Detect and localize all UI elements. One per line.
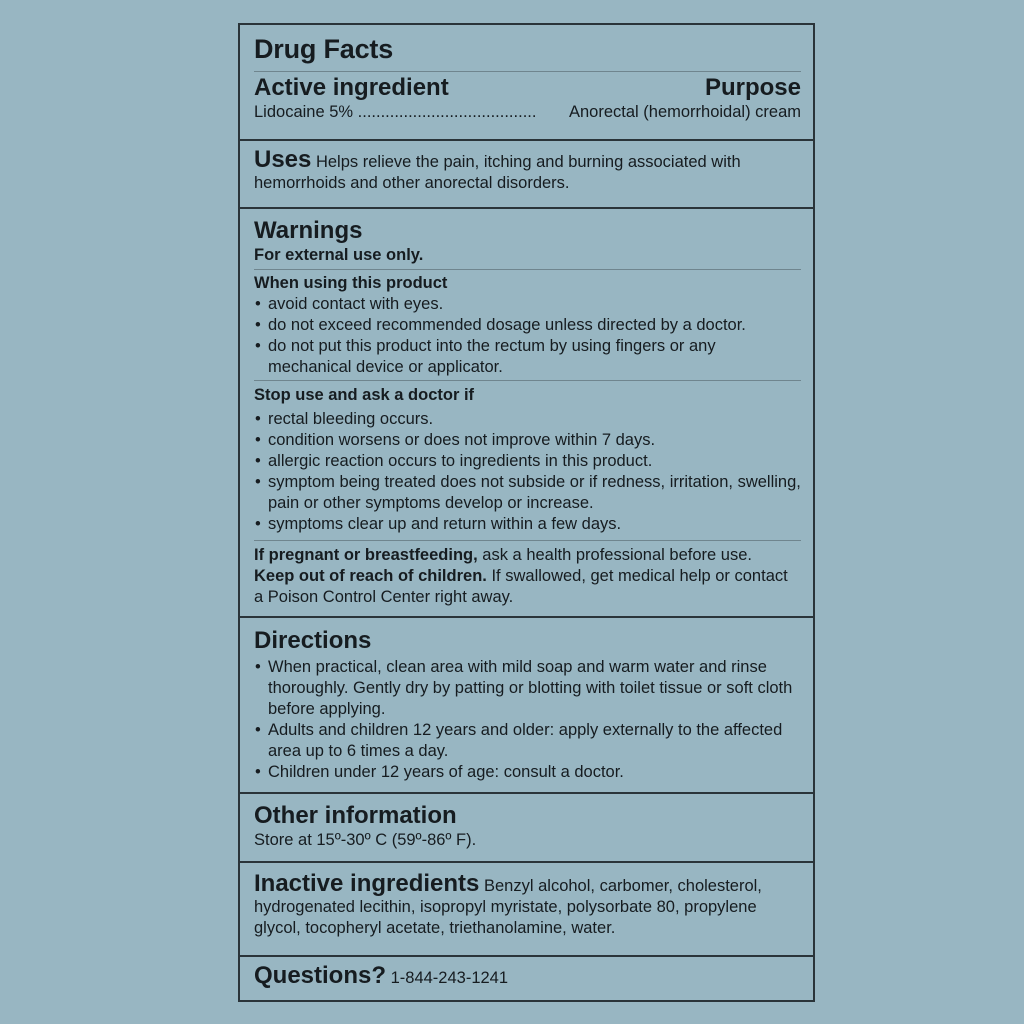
divider [254, 71, 801, 72]
children-text: If swallowed, get medical help or contact a Poison Control Center right away. [254, 567, 788, 606]
uses-text: Helps relieve the pain, itching and burning associated with hemorrhoids and other anorectal disorders. [254, 153, 741, 192]
pregnancy-bold: If pregnant or breastfeeding, [254, 546, 478, 564]
directions-list [254, 657, 801, 783]
uses-section [240, 139, 813, 209]
other-info-heading: Other information [254, 802, 457, 829]
divider [254, 269, 801, 270]
active-ingredient-name: Lidocaine 5% ....................................... [254, 103, 537, 121]
questions-phone: 1-844-243-1241 [390, 969, 509, 987]
list-item: • Adults and children 12 years and older: apply externally to the affected area up to 6 times a day. [254, 720, 801, 762]
active-ingredient-purpose: Anorectal (hemorrhoidal) cream [568, 103, 801, 121]
drug-facts-title: Drug Facts [254, 34, 394, 64]
inactive-section [240, 861, 813, 957]
list-item: • do not exceed recommended dosage unless directed by a doctor. [254, 315, 801, 336]
active-ingredient-heading: Active ingredient [254, 74, 449, 101]
children-warning [254, 566, 801, 608]
list-item: • symptoms clear up and return within a few days. [254, 514, 801, 535]
questions-heading: Questions? [254, 962, 387, 989]
stop-use-list [254, 409, 801, 535]
header-section [240, 29, 813, 141]
drug-facts-panel [238, 23, 815, 1002]
external-use-text: For external use only. [254, 246, 424, 264]
list-item: • rectal bleeding occurs. [254, 409, 801, 430]
list-item: • condition worsens or does not improve within 7 days. [254, 430, 801, 451]
warnings-section [240, 207, 813, 618]
purpose-heading: Purpose [704, 74, 801, 101]
list-item: • do not put this product into the rectum by using fingers or any mechanical device or applicator. [254, 336, 801, 378]
warnings-heading: Warnings [254, 217, 363, 244]
when-using-list [254, 294, 801, 378]
uses-heading: Uses [254, 146, 312, 173]
directions-section [240, 616, 813, 794]
other-info-text: Store at 15º-30º C (59º-86º F). [254, 831, 477, 849]
pregnancy-text: ask a health professional before use. [482, 546, 752, 564]
list-item: • avoid contact with eyes. [254, 294, 801, 315]
stop-use-heading: Stop use and ask a doctor if [254, 386, 475, 404]
list-item: • allergic reaction occurs to ingredients in this product. [254, 451, 801, 472]
divider [254, 540, 801, 541]
directions-heading: Directions [254, 627, 372, 654]
list-item: • symptom being treated does not subside or if redness, irritation, swelling, pain or other symptoms develop or increase. [254, 472, 801, 514]
children-bold: Keep out of reach of children. [254, 567, 487, 585]
active-ingredient-row [254, 102, 801, 123]
divider [254, 380, 801, 381]
inactive-text: Benzyl alcohol, carbomer, cholesterol, hydrogenated lecithin, isopropyl myristate, polysorbate 80, propylene glycol, tocopheryl acetate, triethanolamine, water. [254, 877, 762, 937]
active-heading-row [254, 74, 801, 102]
pregnancy-warning [254, 545, 801, 566]
other-info-section [240, 792, 813, 863]
list-item: • Children under 12 years of age: consult a doctor. [254, 762, 801, 783]
inactive-heading: Inactive ingredients [254, 870, 480, 897]
when-using-heading: When using this product [254, 274, 448, 292]
list-item: • When practical, clean area with mild soap and warm water and rinse thoroughly. Gently dry by patting or blotting with toilet tissue or soft cloth before applying. [254, 657, 801, 720]
questions-section [240, 955, 813, 1000]
